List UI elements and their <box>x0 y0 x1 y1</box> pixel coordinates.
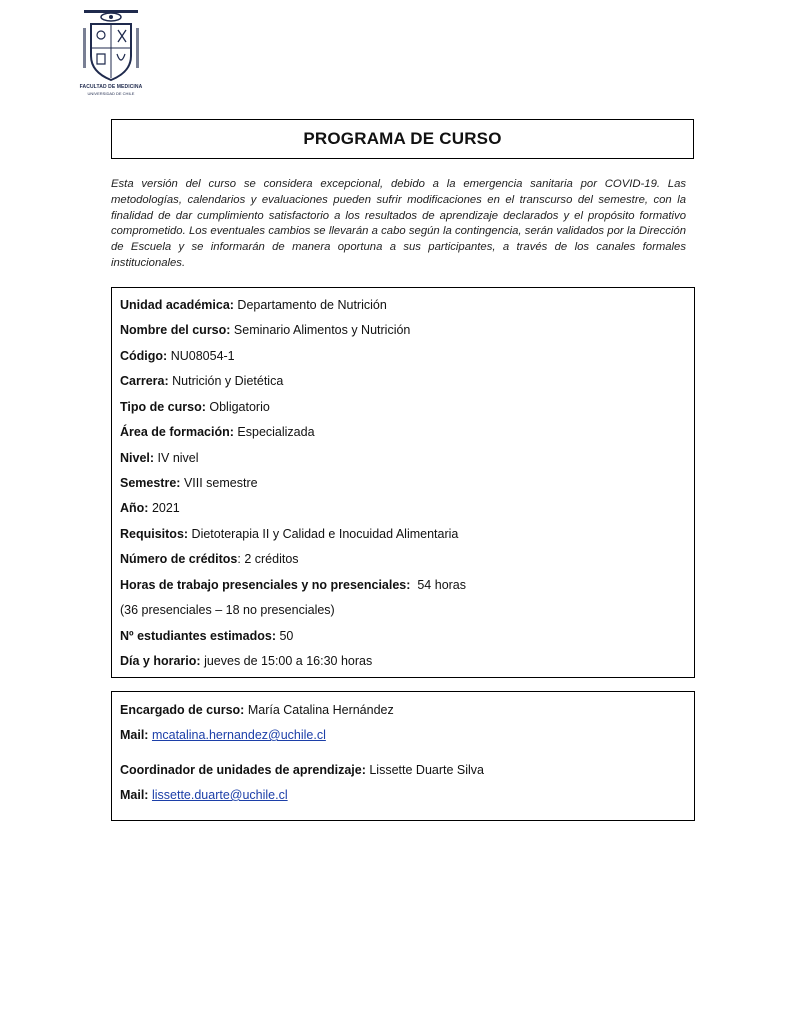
contacts-box <box>111 691 695 821</box>
field-label: Día y horario: <box>120 654 201 668</box>
field-label: Nivel: <box>120 451 155 465</box>
field-value: Especializada <box>237 425 315 439</box>
field-mail-coordinador <box>120 788 288 802</box>
field-horas-detalle: (36 presenciales – 18 no presenciales) <box>120 603 335 617</box>
title-box <box>111 119 694 159</box>
email-link-coordinador[interactable]: lissette.duarte@uchile.cl <box>151 788 288 802</box>
field-creditos <box>120 552 299 566</box>
field-value: María Catalina Hernández <box>247 703 394 717</box>
field-value: 54 horas <box>417 578 467 592</box>
field-mail-encargado <box>120 728 326 742</box>
field-unidad <box>120 298 387 312</box>
field-horas <box>120 578 466 592</box>
field-label: Carrera: <box>120 374 169 388</box>
field-label: Semestre: <box>120 476 181 490</box>
field-carrera <box>120 374 283 388</box>
field-label: Horas de trabajo presenciales y no presenciales: <box>120 578 411 592</box>
field-value: 2021 <box>151 501 180 515</box>
field-value: NU08054-1 <box>170 349 235 363</box>
field-label: Coordinador de unidades de aprendizaje: <box>120 763 366 777</box>
field-anio <box>120 501 180 515</box>
field-requisitos <box>120 527 458 541</box>
field-value: Lissette Duarte Silva <box>369 763 484 777</box>
field-estudiantes <box>120 629 293 643</box>
covid-notice: Esta versión del curso se considera excepcional, debido a la emergencia sanitaria por COVID-19. Las metodologías, calendarios y evaluaciones pueden sufrir modificaciones en el transcurso del semestre, con la finalidad de dar cumplimiento satisfactorio a los resultados de aprendizaje declarados y el propósito formativo comprometido. Los eventuales cambios se llevarán a cabo según la contingencia, serán validados por la Dirección de Escuela y se informarán de manera oportuna a sus participantes, a través de los canales formales institucionales. <box>111 178 686 269</box>
field-semestre <box>120 476 258 490</box>
logo-university-name: UNIVERSIDAD DE CHILE <box>87 91 135 96</box>
field-label: Área de formación: <box>120 425 234 439</box>
field-nivel <box>120 451 199 465</box>
field-nombre <box>120 323 410 337</box>
field-value: VIII semestre <box>183 476 258 490</box>
page-title: PROGRAMA DE CURSO <box>303 129 502 148</box>
field-value: jueves de 15:00 a 16:30 horas <box>204 654 373 668</box>
field-horario <box>120 654 372 668</box>
field-tipo <box>120 400 270 414</box>
field-value: Obligatorio <box>209 400 270 414</box>
field-label: Requisitos: <box>120 527 189 541</box>
logo-faculty-name: FACULTAD DE MEDICINA <box>79 84 143 90</box>
field-value: Nutrición y Dietética <box>172 374 284 388</box>
field-label: Nombre del curso: <box>120 323 231 337</box>
field-label: Encargado de curso: <box>120 703 245 717</box>
field-label: Nº estudiantes estimados: <box>120 629 276 643</box>
field-codigo <box>120 349 235 363</box>
course-info-box <box>111 287 695 678</box>
field-coordinador <box>120 763 484 777</box>
field-label: Tipo de curso: <box>120 400 206 414</box>
field-encargado <box>120 703 394 717</box>
field-label: Unidad académica: <box>120 298 234 312</box>
field-label: Mail: <box>120 788 149 802</box>
field-value: Dietoterapia II y Calidad e Inocuidad Alimentaria <box>191 527 459 541</box>
field-label: Código: <box>120 349 168 363</box>
field-value: IV nivel <box>157 451 199 465</box>
field-value: Seminario Alimentos y Nutrición <box>233 323 411 337</box>
email-link-encargado[interactable]: mcatalina.hernandez@uchile.cl <box>151 728 326 742</box>
field-value: Departamento de Nutrición <box>237 298 387 312</box>
university-seal-icon <box>80 8 142 84</box>
field-value: 50 <box>279 629 294 643</box>
field-label: Año: <box>120 501 149 515</box>
field-label: Mail: <box>120 728 149 742</box>
field-label: Número de créditos <box>120 552 238 566</box>
field-area <box>120 425 315 439</box>
faculty-logo <box>80 8 142 98</box>
field-value: : 2 créditos <box>237 552 299 566</box>
